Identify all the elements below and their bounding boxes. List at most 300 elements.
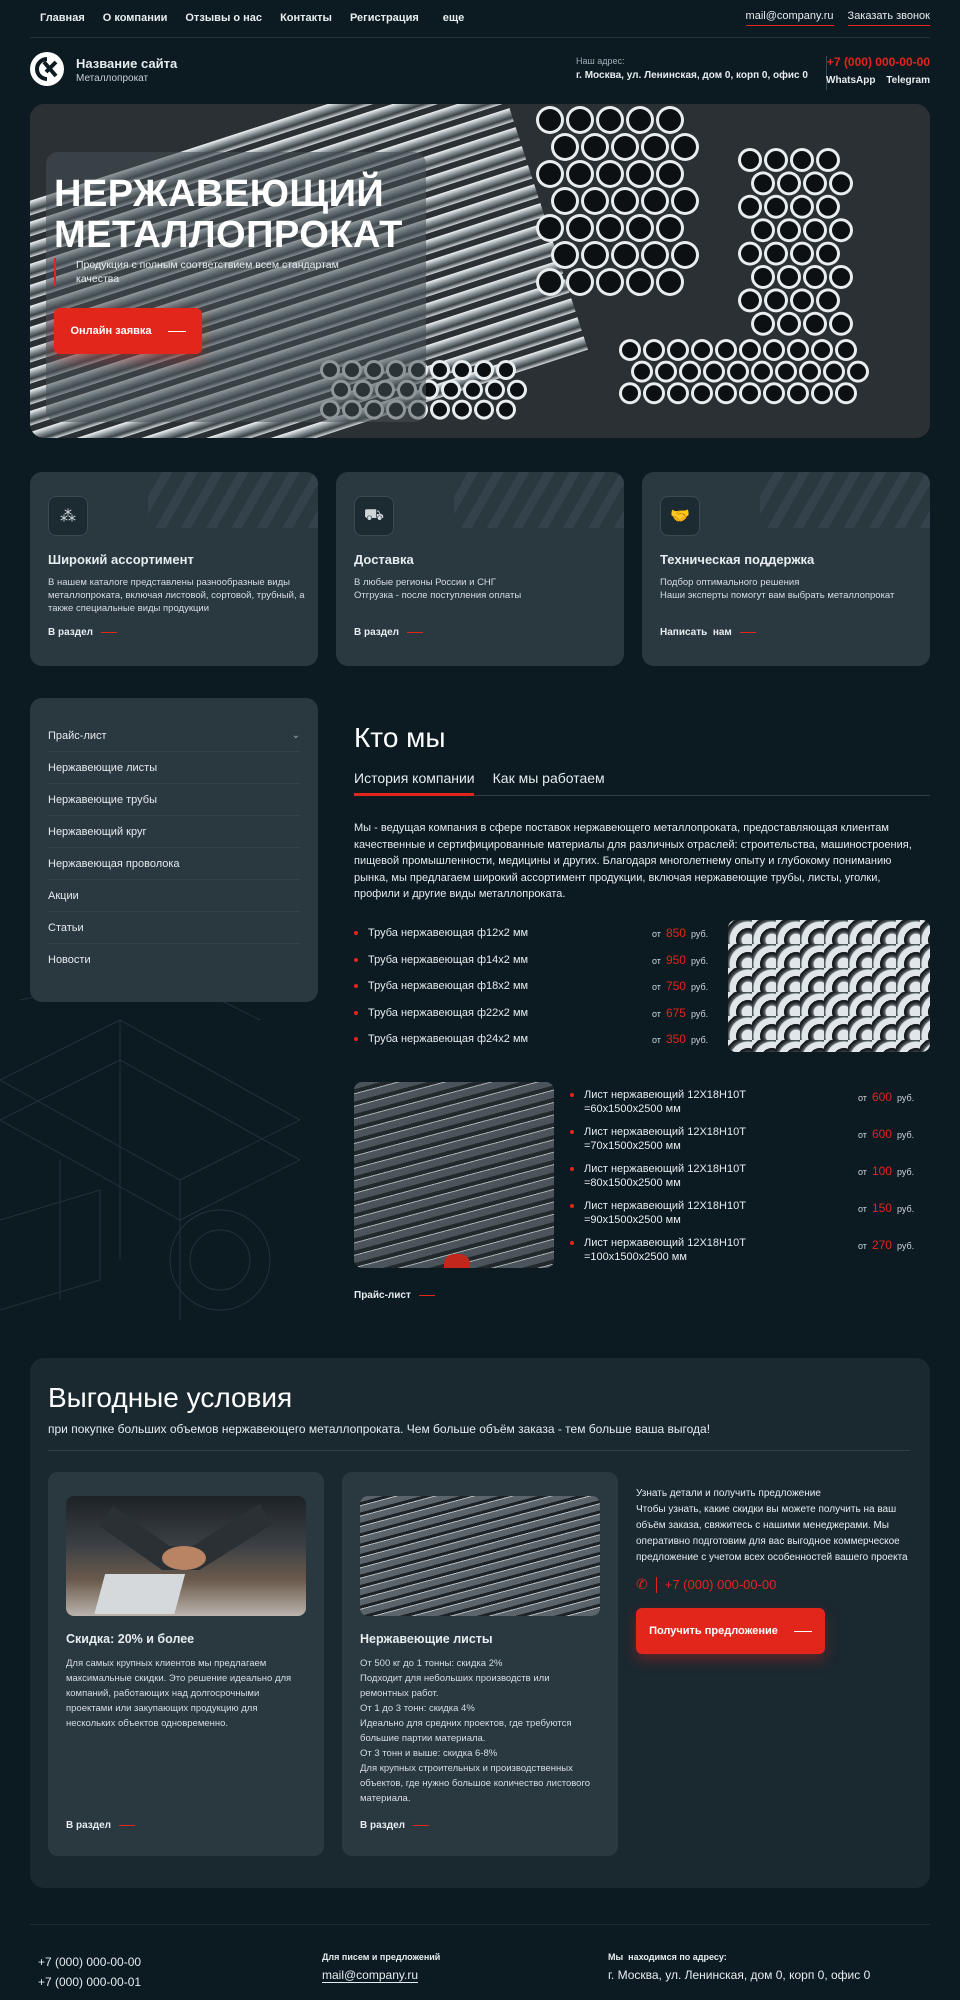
price-currency: руб. (690, 982, 709, 992)
sheet-name (584, 1125, 746, 1153)
sheet-name-line1: Лист нержавеющий 12Х18Н10Т (584, 1237, 746, 1249)
benefit-link[interactable] (360, 1820, 429, 1831)
pipe-hole-shape (499, 363, 513, 377)
pipe-hole-shape (754, 268, 772, 286)
price-list-link[interactable] (354, 1290, 435, 1301)
nav-item-about[interactable]: О компании (102, 12, 168, 24)
sidebar-item-wire[interactable] (48, 848, 300, 880)
pipe-hole-shape (806, 268, 824, 286)
pipe-hole-shape (569, 163, 591, 185)
pipe-hole-shape (793, 291, 811, 309)
sidebar-item-label: Нержавеющие листы (48, 761, 158, 774)
price-from: от (652, 982, 661, 992)
pipe-hole-shape (780, 174, 798, 192)
sheet-price-row[interactable] (570, 1236, 746, 1266)
sheet-name-line2: =80х1500х2500 мм (584, 1177, 681, 1189)
price-value: 100 (871, 1164, 892, 1178)
sheet-price (858, 1164, 914, 1178)
pipe-hole-shape (599, 271, 621, 293)
arrow-line-icon (119, 1825, 135, 1826)
pipe-hole-shape (670, 342, 686, 358)
pipe-hole-shape (539, 109, 561, 131)
handshake-icon: 🤝 (660, 496, 700, 536)
sidebar-item-label: Прайс-лист (48, 729, 107, 742)
price-value: 150 (871, 1201, 892, 1215)
logo-icon (34, 56, 60, 82)
benefit-card-sheets (342, 1472, 618, 1856)
pipe-price-row[interactable] (354, 1002, 528, 1024)
sidebar-item-label: Нержавеющий круг (48, 825, 147, 838)
handshake-icon (66, 1496, 306, 1616)
nav-item-more[interactable]: еще (442, 12, 465, 24)
offer-text: Узнать детали и получить предложение Чтобы узнать, какие скидки вы можете получить на ваш объём заказа, свяжитесь с нашими менеджерами. Мы оперативно подготовим для вас выгодное коммерческое предложение с учетом всех особенностей вашего проекта (636, 1488, 908, 1563)
about-title: Кто мы (354, 722, 446, 753)
arrow-line-icon (794, 1631, 812, 1632)
tab-how-we-work[interactable]: Как мы работаем (492, 770, 605, 786)
pipe-hole-shape (477, 363, 491, 377)
footer-address-label: Мы находимся по адресу: (608, 1952, 727, 1962)
site-subtitle: Металлопрокат (76, 73, 149, 84)
feature-link-label: Написать нам (660, 627, 732, 638)
decor-stripes (454, 472, 624, 528)
steel-sheets-photo (360, 1496, 600, 1616)
price-currency: руб. (896, 1093, 915, 1103)
pipe-hole-shape (718, 342, 734, 358)
pipe-hole-shape (466, 383, 480, 397)
price-currency: руб. (896, 1204, 915, 1214)
sheet-name-line2: =90х1500х2500 мм (584, 1214, 681, 1226)
background-blueprint-image (0, 960, 300, 1340)
sheet-price-row[interactable] (570, 1125, 746, 1155)
sheet-price (858, 1090, 914, 1104)
bullet-icon (354, 984, 358, 988)
benefit-card-discount (48, 1472, 324, 1856)
offer-phone[interactable] (636, 1576, 776, 1593)
pipe-hole-shape (819, 291, 837, 309)
price-value: 850 (665, 926, 686, 940)
sidebar-item-promotions[interactable] (48, 880, 300, 912)
divider (30, 37, 930, 38)
pipe-price-row[interactable] (354, 1028, 528, 1050)
benefit-title: Нержавеющие листы (360, 1632, 493, 1646)
pipe-price (652, 1006, 708, 1020)
pipe-hole-shape (754, 221, 772, 239)
truck-icon: ⛟ (354, 496, 394, 536)
sidebar-menu (30, 698, 318, 1002)
pipe-hole-shape (539, 163, 561, 185)
decor-stripes (148, 472, 318, 528)
pipe-price-row[interactable] (354, 949, 528, 971)
feature-card-support (642, 472, 930, 666)
pipe-hole-shape (832, 315, 850, 333)
sheet-name-line2: =70х1500х2500 мм (584, 1140, 681, 1152)
pipe-hole-shape (674, 244, 696, 266)
pipe-name: Труба нержавеющая ф18х2 мм (368, 980, 529, 992)
sidebar-item-news[interactable] (48, 944, 300, 976)
photo-detail (444, 1254, 470, 1268)
footer-phone-2[interactable]: +7 (000) 000-00-01 (38, 1975, 142, 1989)
pipe-hole-shape (741, 198, 759, 216)
price-value: 675 (665, 1005, 686, 1020)
hero-title (54, 174, 474, 256)
pipe-hole-shape (754, 364, 770, 380)
feature-link[interactable] (48, 627, 117, 638)
pipe-hole-shape (694, 342, 710, 358)
pipe-hole-shape (819, 151, 837, 169)
hero-title-line1: НЕРЖАВЕЮЩИЙ (54, 173, 385, 215)
pipe-hole-shape (682, 364, 698, 380)
pipe-hole-shape (646, 385, 662, 401)
nav-item-reviews[interactable]: Отзывы о нас (185, 12, 263, 24)
footer-divider (30, 1924, 930, 1925)
pipe-hole-shape (819, 245, 837, 263)
nav-item-register[interactable]: Регистрация (349, 12, 419, 24)
pipe-hole-shape (838, 385, 854, 401)
feature-title: Широкий ассортимент (48, 552, 194, 567)
pipe-hole-shape (802, 364, 818, 380)
sheet-price (858, 1127, 914, 1141)
pipe-hole-shape (766, 342, 782, 358)
pipe-hole-shape (832, 221, 850, 239)
pipe-price-row[interactable] (354, 975, 528, 997)
pipe-hole-shape (670, 385, 686, 401)
feature-link-label: В раздел (48, 627, 94, 638)
pipe-hole-shape (599, 109, 621, 131)
get-offer-button[interactable] (636, 1608, 825, 1654)
price-value: 950 (665, 952, 686, 967)
sidebar-item-label: Акции (48, 889, 79, 902)
pipe-hole-shape (629, 217, 651, 239)
online-request-label: Онлайн заявка (70, 325, 152, 337)
pipe-hole-shape (455, 403, 469, 417)
bullet-icon (354, 958, 358, 962)
pipe-hole-shape (433, 363, 447, 377)
pipe-hole-shape (644, 136, 666, 158)
price-currency: руб. (690, 1008, 709, 1019)
tab-history[interactable]: История компании (354, 770, 475, 786)
pipe-hole-shape (754, 174, 772, 192)
sheets-photo (354, 1082, 554, 1268)
pipe-hole-shape (659, 217, 681, 239)
pipe-hole-shape (629, 271, 651, 293)
top-email-link[interactable]: mail@company.ru (746, 10, 834, 26)
pipe-hole-shape (622, 342, 638, 358)
sidebar-item-articles[interactable] (48, 912, 300, 944)
bullet-icon (570, 1204, 574, 1208)
benefits-subtitle: при покупке больших объемов нержавеющего металлопроката. Чем больше объём заказа - тем больше ваша выгода! (48, 1422, 711, 1436)
sheet-name-line2: =60х1500х2500 мм (584, 1103, 681, 1115)
pipe-price (652, 926, 708, 940)
price-currency: руб. (896, 1167, 915, 1177)
feature-link-label: В раздел (354, 627, 400, 638)
pipe-hole-shape (599, 163, 621, 185)
price-value: 750 (665, 979, 686, 993)
footer-mail-label: Для писем и предложений (322, 1952, 441, 1962)
pipe-hole-shape (614, 190, 636, 212)
pipe-hole-shape (629, 109, 651, 131)
sidebar-item-label: Статьи (48, 921, 84, 934)
bullet-icon (570, 1241, 574, 1245)
pipe-hole-shape (694, 385, 710, 401)
benefit-link[interactable] (66, 1820, 135, 1831)
sidebar-item-price-list[interactable] (48, 720, 300, 752)
address-value: г. Москва, ул. Ленинская, дом 0, корп 0, офис 0 (576, 70, 808, 81)
footer-phone-1[interactable]: +7 (000) 000-00-00 (38, 1955, 142, 1969)
header-phone[interactable]: +7 (000) 000-00-00 (826, 55, 930, 69)
decor-stripes (760, 472, 930, 528)
tab-active-indicator (354, 793, 474, 796)
pipe-hole-shape (742, 342, 758, 358)
telegram-link[interactable]: Telegram (886, 75, 930, 86)
nav-item-home[interactable]: Главная (40, 12, 85, 24)
pipe-hole-shape (614, 244, 636, 266)
about-text: Мы - ведущая компания в сфере поставок нержавеющего металлопроката, предоставляющая клиентам качественные и сертифицированные материалы для различных отраслей: строительства, машиностроения, пищевой промышленности, медицины и других. Благодаря многолетнему опыту и глубокому пониманию рынка, мы предлагаем широкий ассортимент продукции, включая нержавеющие трубы, листы, уголки, профили и другие виды металлопроката. (354, 822, 912, 900)
hero-subtitle: Продукция с полным соответствием всем стандартам качества (54, 258, 344, 286)
top-nav (40, 12, 464, 24)
pipe-hole-shape (554, 244, 576, 266)
feature-link[interactable] (660, 627, 756, 638)
whatsapp-link[interactable]: WhatsApp (826, 75, 876, 86)
pipe-hole-shape (569, 217, 591, 239)
footer-mail (322, 1952, 440, 1983)
pipe-hole-shape (614, 136, 636, 158)
chevron-down-icon: ⌄ (291, 730, 300, 741)
site-name: Название сайта (76, 56, 178, 71)
sheet-name (584, 1162, 746, 1190)
feature-text: В нашем каталоге представлены разнообразные виды металлопроката, включая листовой, сортовой, трубный, а также специальные виды продукции (48, 577, 305, 614)
pipe-hole-shape (554, 190, 576, 212)
pipe-hole-shape (659, 109, 681, 131)
pipe-hole-shape (767, 291, 785, 309)
pipe-hole-shape (554, 136, 576, 158)
benefit-text: От 500 кг до 1 тонны: скидка 2% Подходит для небольших производств или ремонтных работ. От 1 до 3 тонн: скидка 4% Идеально для средних проектов, где требуются большие партии материала. От 3 тонн и выше: скидка 6-8% Для крупных строительных и производственных объектов, где нужно большое количество листового материала. (360, 1658, 590, 1804)
pipe-hole-shape (658, 364, 674, 380)
pipe-hole-shape (584, 136, 606, 158)
pipe-hole-shape (730, 364, 746, 380)
benefit-link-label: В раздел (360, 1820, 406, 1831)
feature-text: Подбор оптимального решения Наши эксперты помогут вам выбрать металлопрокат (660, 577, 895, 601)
bullet-icon (570, 1167, 574, 1171)
price-currency: руб. (690, 1035, 709, 1045)
pipe-hole-shape (455, 363, 469, 377)
sheet-name-line1: Лист нержавеющий 12Х18Н10Т (584, 1200, 746, 1212)
sheet-name (584, 1236, 746, 1264)
pipe-hole-shape (790, 385, 806, 401)
price-from: от (858, 1093, 867, 1103)
sheet-price-row[interactable] (570, 1088, 746, 1118)
pipe-hole-shape (780, 315, 798, 333)
sheet-name (584, 1088, 746, 1116)
pipes-photo (728, 920, 930, 1052)
pipe-hole-shape (806, 315, 824, 333)
footer-mail-link[interactable]: mail@company.ru (322, 1968, 418, 1982)
price-currency: руб. (896, 1130, 915, 1140)
bullet-icon (354, 931, 358, 935)
pipe-hole-shape (539, 271, 561, 293)
price-from: от (858, 1204, 867, 1214)
pipe-price-row[interactable] (354, 922, 528, 944)
pipe-hole-shape (644, 244, 666, 266)
pipe-hole-shape (741, 151, 759, 169)
pipe-hole-shape (488, 383, 502, 397)
pipe-hole-shape (634, 364, 650, 380)
arrow-line-icon (413, 1825, 429, 1826)
online-request-button[interactable] (54, 308, 202, 354)
pipe-hole-shape (644, 190, 666, 212)
pipe-price (652, 979, 708, 993)
footer-address-value: г. Москва, ул. Ленинская, дом 0, корп 0, офис 0 (608, 1968, 871, 1982)
price-value: 600 (871, 1090, 892, 1104)
price-value: 270 (871, 1238, 892, 1252)
callback-link[interactable]: Заказать звонок (848, 10, 930, 26)
feature-card-assortment (30, 472, 318, 666)
pipe-hole-shape (766, 385, 782, 401)
pipe-hole-shape (433, 403, 447, 417)
pipe-hole-shape (806, 174, 824, 192)
sidebar-item-pipes[interactable] (48, 784, 300, 816)
pipe-price (652, 953, 708, 967)
pipe-hole-shape (477, 403, 491, 417)
pipe-hole-shape (674, 136, 696, 158)
pipe-hole-shape (706, 364, 722, 380)
pipe-hole-shape (793, 245, 811, 263)
header-address (576, 56, 827, 90)
header-contacts (818, 55, 930, 86)
phone-icon: ✆ (636, 1576, 648, 1592)
pipe-hole-shape (659, 271, 681, 293)
pipe-hole-shape (793, 198, 811, 216)
pipe-hole-shape (754, 315, 772, 333)
pipe-name: Труба нержавеющая ф24х2 мм (368, 1033, 529, 1045)
pipes-icon: ⁂ (48, 496, 88, 536)
sheet-price (858, 1238, 914, 1252)
sheet-name-line1: Лист нержавеющий 12Х18Н10Т (584, 1163, 746, 1175)
footer-phones (38, 1952, 141, 1992)
price-currency: руб. (690, 929, 709, 939)
feature-link[interactable] (354, 627, 423, 638)
price-list-link-label: Прайс-лист (354, 1290, 411, 1301)
top-links (746, 10, 930, 26)
pipe-hole-shape (584, 190, 606, 212)
benefits-title: Выгодные условия (48, 1382, 293, 1413)
sidebar-item-round[interactable] (48, 816, 300, 848)
arrow-line-icon (740, 632, 756, 633)
pipe-hole-shape (622, 385, 638, 401)
messengers (818, 75, 930, 86)
pipe-hole-shape (741, 291, 759, 309)
arrow-line-icon (407, 632, 423, 633)
pipe-price (652, 1032, 708, 1046)
address-label: Наш адрес: (576, 56, 625, 66)
sheet-price-row[interactable] (570, 1199, 746, 1229)
get-offer-label: Получить предложение (649, 1625, 778, 1637)
price-from: от (652, 955, 661, 966)
pipe-hole-shape (814, 385, 830, 401)
price-from: от (858, 1167, 867, 1177)
benefit-text: Для самых крупных клиентов мы предлагаем максимальные скидки. Это решение идеально для компаний, работающих над долгосрочными проектами или закупающих продукцию для нескольких объектов одновременно. (66, 1658, 292, 1729)
pipe-hole-shape (850, 364, 866, 380)
sidebar-item-label: Новости (48, 954, 91, 966)
sheet-price (858, 1201, 914, 1215)
pipe-hole-shape (674, 190, 696, 212)
price-from: от (652, 1008, 661, 1019)
pipe-hole-shape (584, 244, 606, 266)
arrow-line-icon (419, 1295, 435, 1296)
pipe-hole-shape (814, 342, 830, 358)
price-currency: руб. (896, 1241, 915, 1251)
sheet-name-line1: Лист нержавеющий 12Х18Н10Т (584, 1089, 746, 1101)
sidebar-item-sheets[interactable] (48, 752, 300, 784)
sheet-name (584, 1199, 746, 1227)
pipe-hole-shape (569, 109, 591, 131)
pipe-hole-shape (510, 383, 524, 397)
pipe-hole-shape (819, 198, 837, 216)
price-value: 600 (871, 1127, 892, 1141)
about-tabs (354, 770, 605, 794)
benefit-link-label: В раздел (66, 1820, 112, 1831)
pipe-hole-shape (767, 198, 785, 216)
bullet-icon (354, 1011, 358, 1015)
pipe-hole-shape (780, 221, 798, 239)
pipe-hole-shape (832, 174, 850, 192)
sidebar-item-label: Нержавеющие трубы (48, 793, 157, 806)
bullet-icon (570, 1093, 574, 1097)
price-from: от (858, 1130, 867, 1140)
handshake-photo (66, 1496, 306, 1616)
arrow-line-icon (168, 331, 186, 332)
price-currency: руб. (690, 955, 709, 966)
pipe-name: Труба нержавеющая ф22х2 мм (368, 1006, 529, 1019)
pipe-hole-shape (599, 217, 621, 239)
bullet-icon (354, 1037, 358, 1041)
pipe-hole-shape (569, 271, 591, 293)
pipe-hole-shape (741, 245, 759, 263)
sheet-price-row[interactable] (570, 1162, 746, 1192)
hero-title-line2: МЕТАЛЛОПРОКАТ (54, 214, 403, 256)
bullet-icon (570, 1130, 574, 1134)
pipe-hole-shape (778, 364, 794, 380)
pipe-hole-shape (806, 221, 824, 239)
price-value: 350 (665, 1032, 686, 1046)
pipe-hole-shape (499, 403, 513, 417)
feature-title: Доставка (354, 552, 414, 567)
feature-card-delivery (336, 472, 624, 666)
pipe-hole-shape (780, 268, 798, 286)
price-from: от (858, 1241, 867, 1251)
pipe-hole-shape (444, 383, 458, 397)
feature-title: Техническая поддержка (660, 552, 815, 567)
pipe-name: Труба нержавеющая ф14х2 мм (368, 953, 529, 966)
nav-item-contacts[interactable]: Контакты (280, 12, 332, 24)
hero-banner (30, 104, 930, 438)
arrow-line-icon (101, 632, 117, 633)
pipe-hole-shape (539, 217, 561, 239)
pipe-hole-shape (832, 268, 850, 286)
pipe-hole-shape (793, 151, 811, 169)
logo[interactable] (30, 52, 64, 86)
pipe-hole-shape (767, 245, 785, 263)
pipe-hole-shape (838, 342, 854, 358)
offer-phone-number: +7 (000) 000-00-00 (664, 1577, 777, 1592)
price-from: от (652, 929, 661, 939)
divider (656, 1577, 657, 1593)
feature-text: В любые регионы России и СНГ Отгрузка - после поступления оплаты (354, 577, 522, 601)
pipe-hole-shape (646, 342, 662, 358)
pipe-hole-shape (826, 364, 842, 380)
pipe-hole-shape (659, 163, 681, 185)
pipe-hole-shape (718, 385, 734, 401)
divider (48, 1450, 910, 1451)
